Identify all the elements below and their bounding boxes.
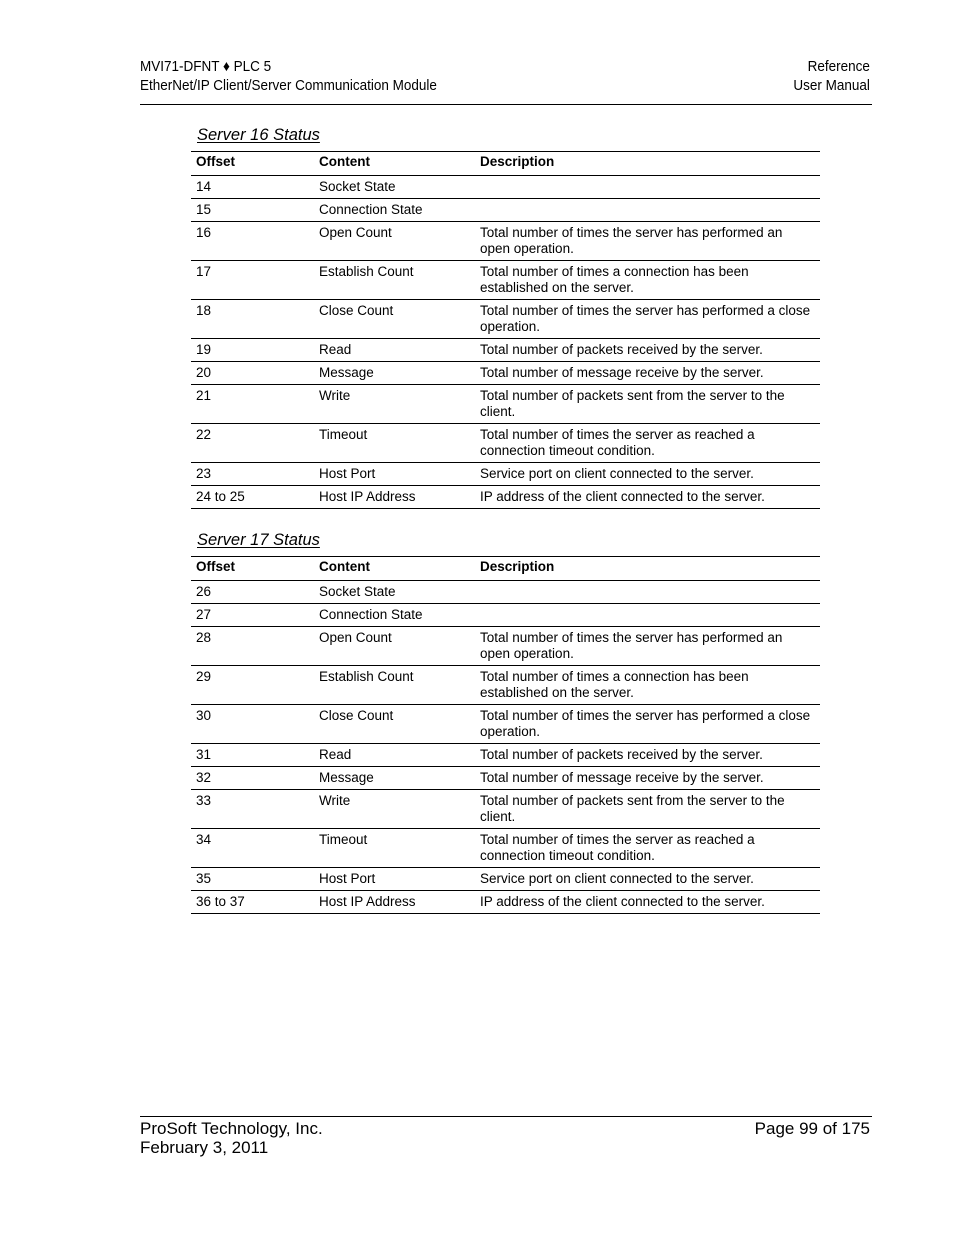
cell-description: Total number of packets received by the server.	[475, 744, 820, 767]
cell-description: IP address of the client connected to the server.	[475, 891, 820, 914]
cell-content: Read	[314, 339, 475, 362]
cell-content: Timeout	[314, 829, 475, 868]
cell-description	[475, 199, 820, 222]
header-divider	[140, 104, 872, 105]
cell-content: Write	[314, 385, 475, 424]
table-row	[191, 790, 820, 829]
cell-offset: 24 to 25	[191, 486, 314, 509]
table-row	[191, 300, 820, 339]
cell-offset: 34	[191, 829, 314, 868]
cell-offset: 21	[191, 385, 314, 424]
cell-content: Connection State	[314, 199, 475, 222]
cell-description: Total number of times the server has performed an open operation.	[475, 627, 820, 666]
product-line: MVI71-DFNT ♦ PLC 5	[140, 58, 272, 75]
column-header-description: Description	[475, 152, 820, 176]
cell-offset: 15	[191, 199, 314, 222]
table-row	[191, 627, 820, 666]
cell-content: Socket State	[314, 176, 475, 199]
column-header-offset: Offset	[191, 152, 314, 176]
table-row	[191, 199, 820, 222]
server-17-status-table	[191, 556, 820, 914]
cell-offset: 29	[191, 666, 314, 705]
cell-offset: 18	[191, 300, 314, 339]
footer-divider	[140, 1116, 872, 1117]
cell-content: Open Count	[314, 222, 475, 261]
header-left	[140, 57, 437, 95]
cell-description: Total number of times the server has performed a close operation.	[475, 300, 820, 339]
cell-offset: 30	[191, 705, 314, 744]
cell-description: IP address of the client connected to the server.	[475, 486, 820, 509]
cell-content: Timeout	[314, 424, 475, 463]
cell-description: Total number of message receive by the server.	[475, 767, 820, 790]
cell-offset: 22	[191, 424, 314, 463]
table-title-server-16: Server 16 Status	[197, 126, 320, 144]
cell-content: Establish Count	[314, 261, 475, 300]
footer-left	[140, 1119, 323, 1157]
cell-description: Total number of times the server has performed a close operation.	[475, 705, 820, 744]
header-right	[793, 57, 870, 95]
doc-type: User Manual	[793, 77, 870, 94]
column-header-description: Description	[475, 557, 820, 581]
table-row	[191, 604, 820, 627]
cell-offset: 16	[191, 222, 314, 261]
table-row	[191, 581, 820, 604]
cell-offset: 23	[191, 463, 314, 486]
cell-offset: 33	[191, 790, 314, 829]
cell-description: Total number of message receive by the server.	[475, 362, 820, 385]
cell-offset: 35	[191, 868, 314, 891]
cell-offset: 31	[191, 744, 314, 767]
cell-description: Total number of times the server has performed an open operation.	[475, 222, 820, 261]
table-row	[191, 362, 820, 385]
cell-content: Host IP Address	[314, 486, 475, 509]
table-row	[191, 222, 820, 261]
table-title-server-17: Server 17 Status	[197, 531, 320, 549]
cell-description	[475, 604, 820, 627]
table-row	[191, 463, 820, 486]
cell-offset: 32	[191, 767, 314, 790]
table-row	[191, 385, 820, 424]
table-row	[191, 339, 820, 362]
cell-description: Total number of packets received by the server.	[475, 339, 820, 362]
table-row	[191, 891, 820, 914]
cell-content: Message	[314, 767, 475, 790]
cell-content: Host Port	[314, 463, 475, 486]
cell-offset: 17	[191, 261, 314, 300]
table-row	[191, 424, 820, 463]
company-name: ProSoft Technology, Inc.	[140, 1119, 323, 1138]
cell-content: Open Count	[314, 627, 475, 666]
table-row	[191, 868, 820, 891]
cell-offset: 28	[191, 627, 314, 666]
cell-content: Connection State	[314, 604, 475, 627]
cell-description: Service port on client connected to the server.	[475, 868, 820, 891]
cell-offset: 27	[191, 604, 314, 627]
table-header-row	[191, 152, 820, 176]
cell-content: Close Count	[314, 705, 475, 744]
table-row	[191, 744, 820, 767]
module-name: EtherNet/IP Client/Server Communication Module	[140, 77, 437, 94]
table-row	[191, 767, 820, 790]
table-row	[191, 261, 820, 300]
column-header-content: Content	[314, 152, 475, 176]
cell-content: Read	[314, 744, 475, 767]
table-row	[191, 666, 820, 705]
cell-description: Service port on client connected to the server.	[475, 463, 820, 486]
table-row	[191, 705, 820, 744]
cell-description: Total number of times a connection has been established on the server.	[475, 261, 820, 300]
table-row	[191, 486, 820, 509]
column-header-offset: Offset	[191, 557, 314, 581]
cell-offset: 20	[191, 362, 314, 385]
cell-content: Host Port	[314, 868, 475, 891]
column-header-content: Content	[314, 557, 475, 581]
table-header-row	[191, 557, 820, 581]
cell-content: Close Count	[314, 300, 475, 339]
cell-description: Total number of times the server as reached a connection timeout condition.	[475, 829, 820, 868]
cell-description: Total number of packets sent from the server to the client.	[475, 385, 820, 424]
cell-description	[475, 581, 820, 604]
cell-content: Establish Count	[314, 666, 475, 705]
table-row	[191, 176, 820, 199]
cell-content: Write	[314, 790, 475, 829]
server-16-status-table	[191, 151, 820, 509]
cell-offset: 26	[191, 581, 314, 604]
publication-date: February 3, 2011	[140, 1138, 269, 1157]
footer-right	[755, 1119, 870, 1138]
cell-description: Total number of times the server as reached a connection timeout condition.	[475, 424, 820, 463]
page-number: Page 99 of 175	[754, 1119, 870, 1138]
cell-content: Message	[314, 362, 475, 385]
section-name: Reference	[807, 58, 870, 75]
cell-description: Total number of times a connection has been established on the server.	[475, 666, 820, 705]
cell-description	[475, 176, 820, 199]
cell-offset: 36 to 37	[191, 891, 314, 914]
cell-content: Socket State	[314, 581, 475, 604]
cell-offset: 14	[191, 176, 314, 199]
table-row	[191, 829, 820, 868]
cell-description: Total number of packets sent from the server to the client.	[475, 790, 820, 829]
cell-content: Host IP Address	[314, 891, 475, 914]
cell-offset: 19	[191, 339, 314, 362]
